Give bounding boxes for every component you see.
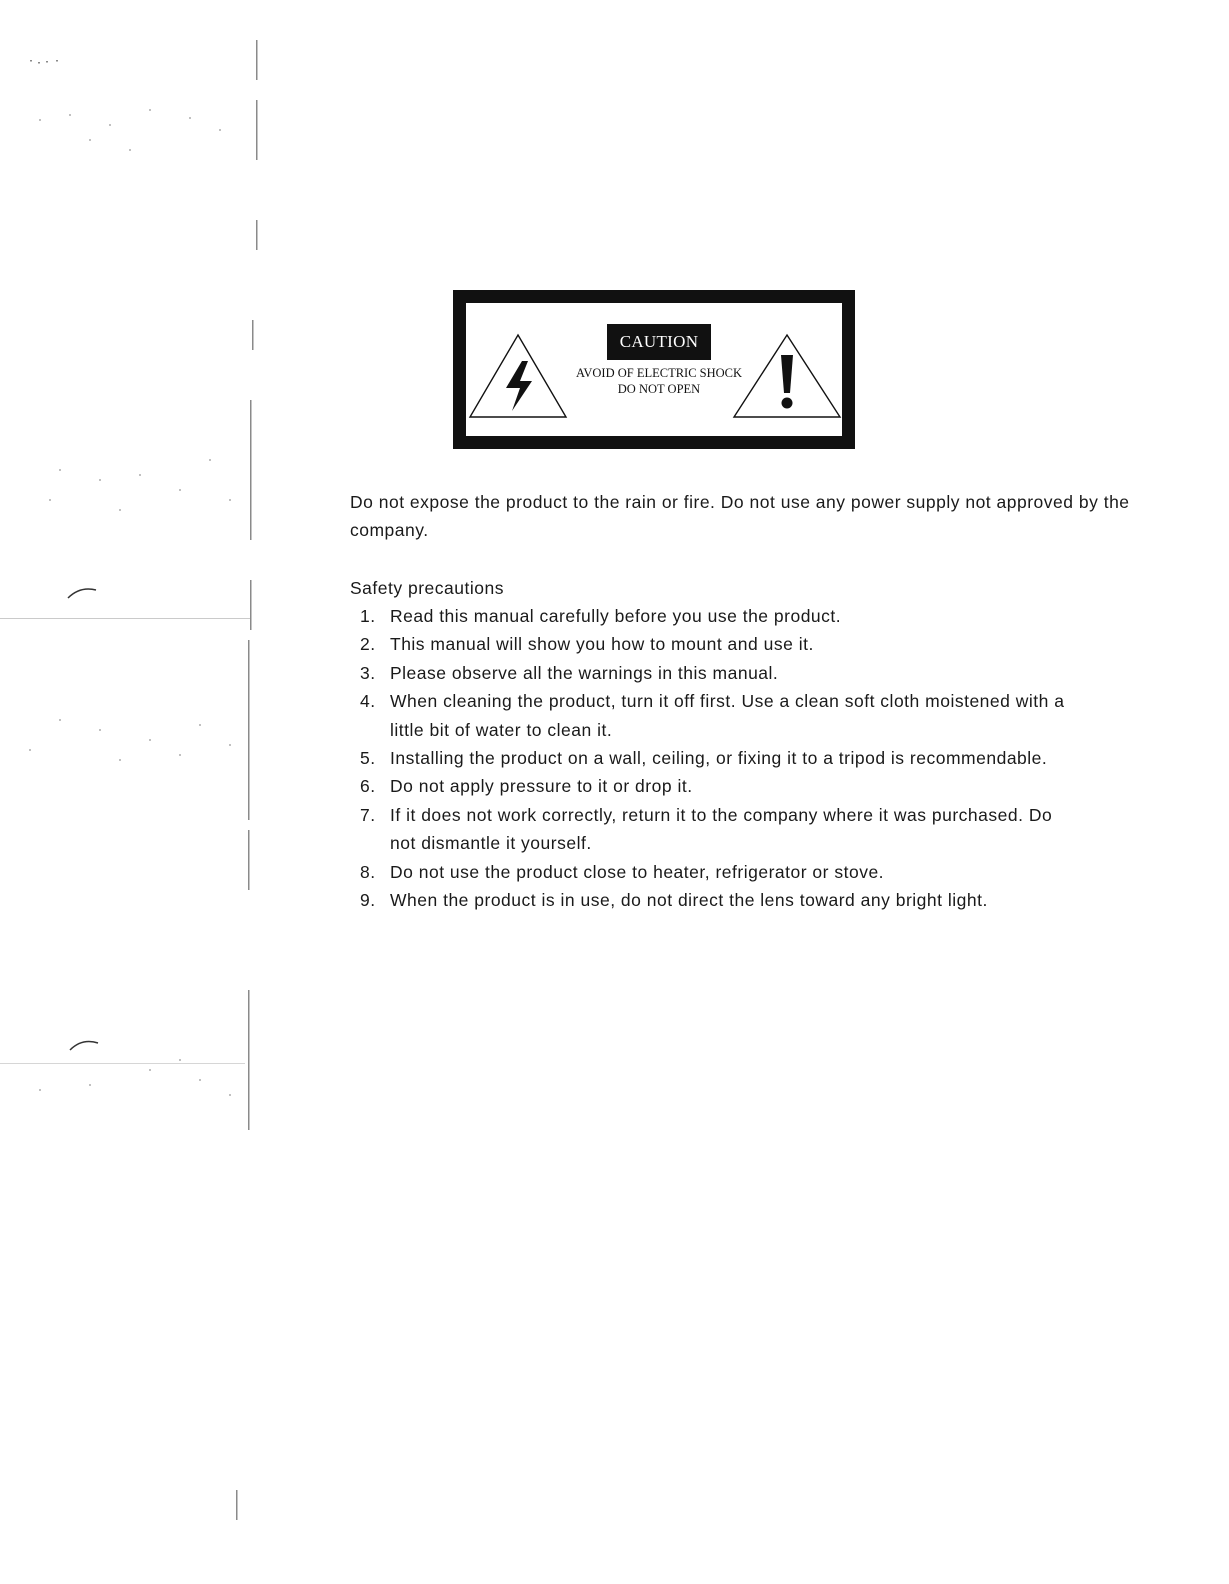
scan-noise-margin	[0, 0, 270, 1584]
list-item-text: Do not use the product close to heater, refrigerator or stove.	[390, 861, 885, 882]
intro-paragraph: Do not expose the product to the rain or fire. Do not use any power supply not approved by the company.	[350, 492, 1130, 540]
list-item	[350, 801, 1080, 858]
list-item	[350, 886, 1140, 914]
caution-title: CAUTION	[607, 324, 711, 360]
list-item-number: 5.	[360, 748, 376, 769]
list-item-number: 8.	[360, 861, 376, 882]
list-item-number: 3.	[360, 662, 376, 683]
caution-label	[453, 290, 855, 449]
caution-text-line-2: DO NOT OPEN	[617, 382, 701, 396]
list-item-number: 4.	[360, 691, 376, 712]
precautions-list	[350, 602, 1140, 914]
list-item-number: 1.	[360, 606, 376, 626]
lightning-warning-icon	[468, 333, 568, 419]
list-item	[350, 687, 1070, 744]
list-item-text: When the product is in use, do not direct the lens toward any bright light.	[390, 890, 988, 911]
exclamation-warning-icon	[732, 333, 842, 419]
list-item-text: When cleaning the product, turn it off first. Use a clean soft cloth moistened with a little bit of water to clean it.	[390, 691, 1065, 740]
section-title: Safety precautions	[350, 578, 504, 598]
list-item-number: 6.	[360, 776, 376, 797]
caution-text-line-1: AVOID OF ELECTRIC SHOCK	[575, 366, 743, 380]
list-item	[350, 602, 1140, 630]
list-item	[350, 744, 1070, 772]
list-item	[350, 772, 1140, 800]
list-item	[350, 659, 1140, 687]
list-item-text: If it does not work correctly, return it to the company where it was purchased. Do not dismantle it yourself.	[390, 804, 1053, 854]
list-item	[350, 858, 1140, 886]
list-item-text: Installing the product on a wall, ceiling, or fixing it to a tripod is recommendable.	[390, 748, 1048, 769]
list-item-number: 7.	[360, 804, 376, 825]
list-item-text: Please observe all the warnings in this manual.	[390, 662, 779, 683]
list-item-text: This manual will show you how to mount and use it.	[390, 634, 814, 655]
list-item	[350, 630, 1140, 658]
list-item-number: 2.	[360, 634, 376, 655]
list-item-text: Read this manual carefully before you use the product.	[390, 606, 842, 626]
list-item-text: Do not apply pressure to it or drop it.	[390, 776, 693, 797]
list-item-number: 9.	[360, 890, 376, 911]
